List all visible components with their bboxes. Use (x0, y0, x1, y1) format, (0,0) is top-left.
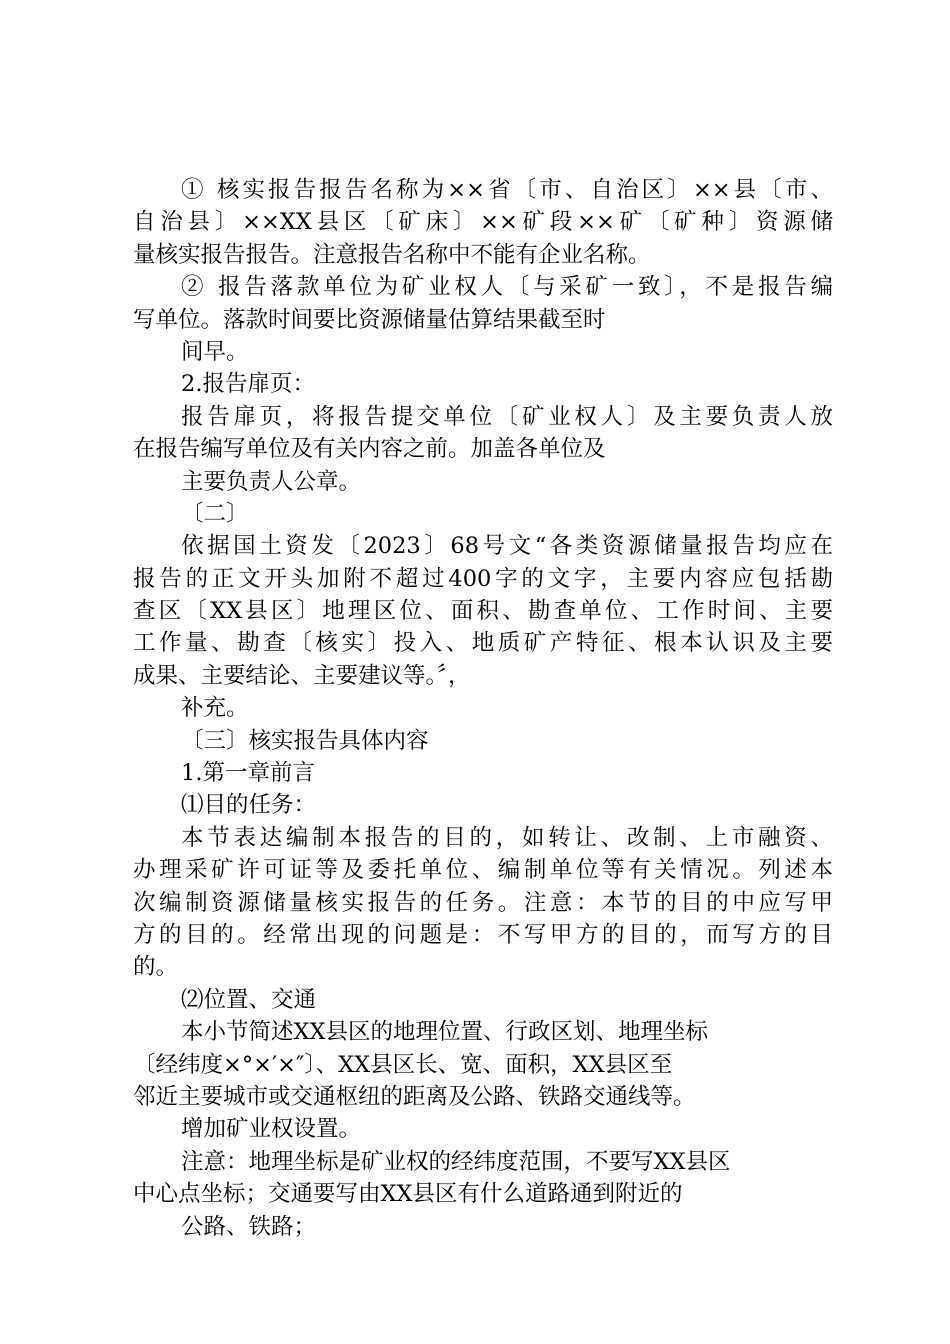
paragraph-line: 方的目的。经常出现的问题是：不写甲方的目的，而写方的目 (133, 921, 833, 948)
paragraph-line: 主要负责人公章。 (181, 468, 362, 495)
paragraph-line: 注意：地理坐标是矿业权的经纬度范围，不要写XX县区 (181, 1148, 731, 1175)
body-text (133, 174, 833, 1243)
paragraph-line: 增加矿业权设置。 (181, 1116, 362, 1143)
paragraph-line: 邻近主要城市或交通枢纽的距离及公路、铁路交通线等。 (133, 1083, 696, 1110)
paragraph-line: 公路、铁路； (181, 1213, 317, 1240)
section-heading: 〔三〕核实报告具体内容 (181, 727, 429, 754)
paragraph-line: 报告的正文开头加附不超过400字的文字，主要内容应包括勘 (133, 565, 833, 592)
paragraph-line: 的。 (133, 954, 179, 981)
paragraph-line: 在报告编写单位及有关内容之前。加盖各单位及 (133, 436, 606, 463)
paragraph-line: 办理采矿许可证等及委托单位、编制单位等有关情况。列述本 (133, 857, 833, 884)
paragraph-line: 成果、主要结论、主要建议等。〞， (133, 662, 471, 689)
paragraph-line: 依据国土资发〔2023〕68号文“各类资源储量报告均应在 (181, 533, 833, 560)
paragraph-line: 补充。 (181, 695, 249, 722)
paragraph-line: ② 报告落款单位为矿业权人〔与采矿一致〕，不是报告编 (181, 274, 833, 301)
paragraph-line: 次编制资源储量核实报告的任务。注意：本节的目的中应写甲 (133, 889, 833, 916)
paragraph-line: 本节表达编制本报告的目的，如转让、改制、上市融资、 (181, 824, 833, 851)
paragraph-line: 报告扉页，将报告提交单位〔矿业权人〕及主要负责人放 (181, 403, 833, 430)
paragraph-line: 间早。 (181, 338, 249, 365)
paragraph-line: 中心点坐标；交通要写由XX县区有什么道路通到附近的 (133, 1181, 683, 1208)
paragraph-line: 本小节简述XX县区的地理位置、行政区划、地理坐标 (181, 1019, 709, 1046)
section-heading: 1.第一章前言 (181, 760, 315, 787)
subsection-heading: ⑵位置、交通 (181, 986, 317, 1013)
paragraph-line: 查区〔XX县区〕地理区位、面积、勘查单位、工作时间、主要 (133, 598, 833, 625)
paragraph-line: 量核实报告报告。注意报告名称中不能有企业名称。 (133, 241, 651, 268)
paragraph-line: 〔经纬度×°×′×″〕、XX县区长、宽、面积，XX县区至 (133, 1051, 673, 1078)
subsection-heading: ⑴目的任务： (181, 792, 317, 819)
paragraph-line: 自治县〕××XX县区〔矿床〕××矿段××矿〔矿种〕资源储 (133, 209, 833, 236)
section-heading: 2.报告扉页： (181, 371, 315, 398)
paragraph-line: ① 核实报告报告名称为××省〔市、自治区〕××县〔市、 (181, 177, 833, 203)
paragraph-line: 工作量、勘查〔核实〕投入、地质矿产特征、根本认识及主要 (133, 630, 833, 657)
section-heading: 〔二〕 (181, 500, 249, 527)
paragraph-line: 写单位。落款时间要比资源储量估算结果截至时 (133, 306, 606, 333)
